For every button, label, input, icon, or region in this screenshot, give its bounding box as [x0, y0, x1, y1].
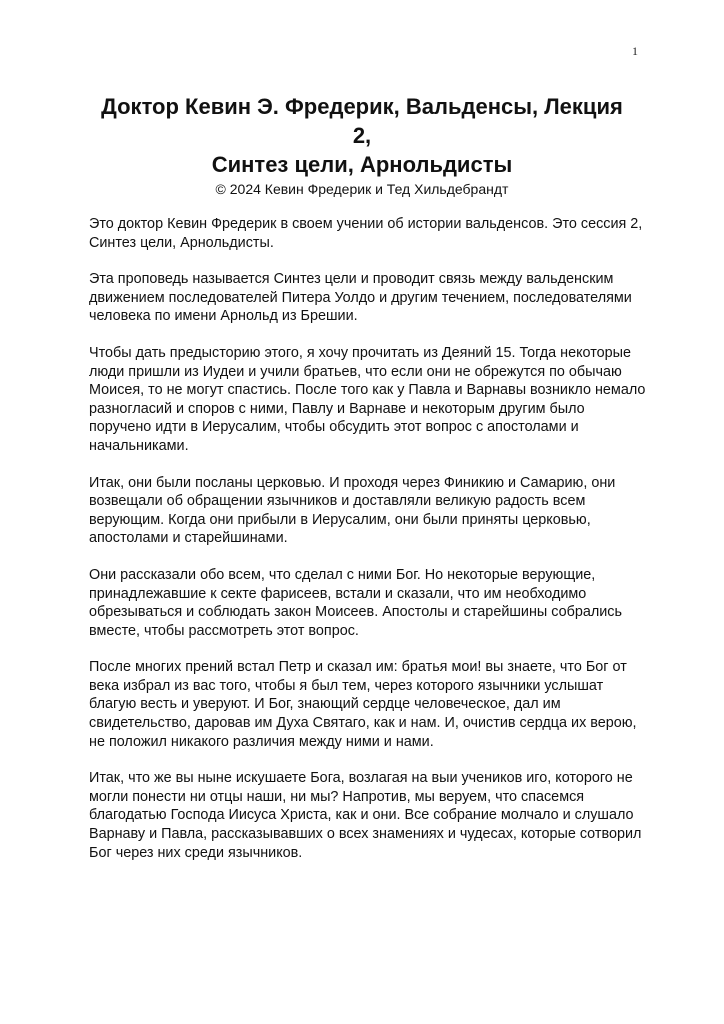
page-title	[80, 92, 644, 179]
paragraph: Они рассказали обо всем, что сделал с ними Бог. Но некоторые верующие, принадлежавшие к секте фарисеев, встали и сказали, что им необходимо обрезываться и соблюдать закон Моисеев. Апостолы и старейшины собрались вместе, чтобы рассмотреть этот вопрос.	[89, 566, 622, 639]
paragraph: Чтобы дать предысторию этого, я хочу прочитать из Деяний 15. Тогда некоторые люди пришли из Иудеи и учили братьев, что если они не обрежутся по обычаю Моисея, то не могут спастись. После того как у Павла и Варнавы возникло немало разногласий и споров с ними, Павлу и Варнаве и некоторым другим было поручено идти в Иерусалим, чтобы обсудить этот вопрос с апостолами и начальниками.	[89, 344, 646, 454]
title-line-3: Синтез цели, Арнольдисты	[211, 152, 513, 177]
paragraph: Эта проповедь называется Синтез цели и проводит связь между вальденским движением последователей Питера Уолдо и другим течением, последователями человека по имени Арнольд из Брешии.	[89, 271, 632, 325]
title-line-1: Доктор Кевин Э. Фредерик, Вальденсы, Лекция	[101, 94, 623, 119]
paragraph: После многих прений встал Петр и сказал им: братья мои! вы знаете, что Бог от века избрал из вас того, чтобы я был тем, через которого язычники услышат благую весть и уверуют. И Бог, знающий сердце человеческое, дал им свидетельство, даровав им Духа Святаго, как и нам. И, очистив сердца их верою, не положил никакого различия между ними и нами.	[89, 659, 637, 750]
paragraph: Итак, что же вы ныне искушаете Бога, возлагая на выи учеников иго, которого не могли понести ни отцы наши, ни мы? Напротив, мы веруем, что спасемся благодатью Господа Иисуса Христа, как и они. Все собрание молчало и слушало Варнаву и Павла, рассказывавших о всех знамениях и чудесах, которые сотворил Бог через них среди язычников.	[89, 770, 642, 861]
title-line-2: 2,	[352, 123, 372, 148]
paragraph: Это доктор Кевин Фредерик в своем учении об истории вальденсов. Это сессия 2, Синтез цели, Арнольдисты.	[89, 216, 643, 251]
copyright-line: © 2024 Кевин Фредерик и Тед Хильдебрандт	[215, 181, 509, 197]
paragraph: Итак, они были посланы церковью. И проходя через Финикию и Самарию, они возвещали об обращении язычников и доставляли великую радость всем верующим. Когда они прибыли в Иерусалим, они были приняты церковью, апостолами и старейшинами.	[89, 474, 616, 547]
page-number: 1	[632, 44, 638, 58]
document-body	[89, 215, 649, 880]
